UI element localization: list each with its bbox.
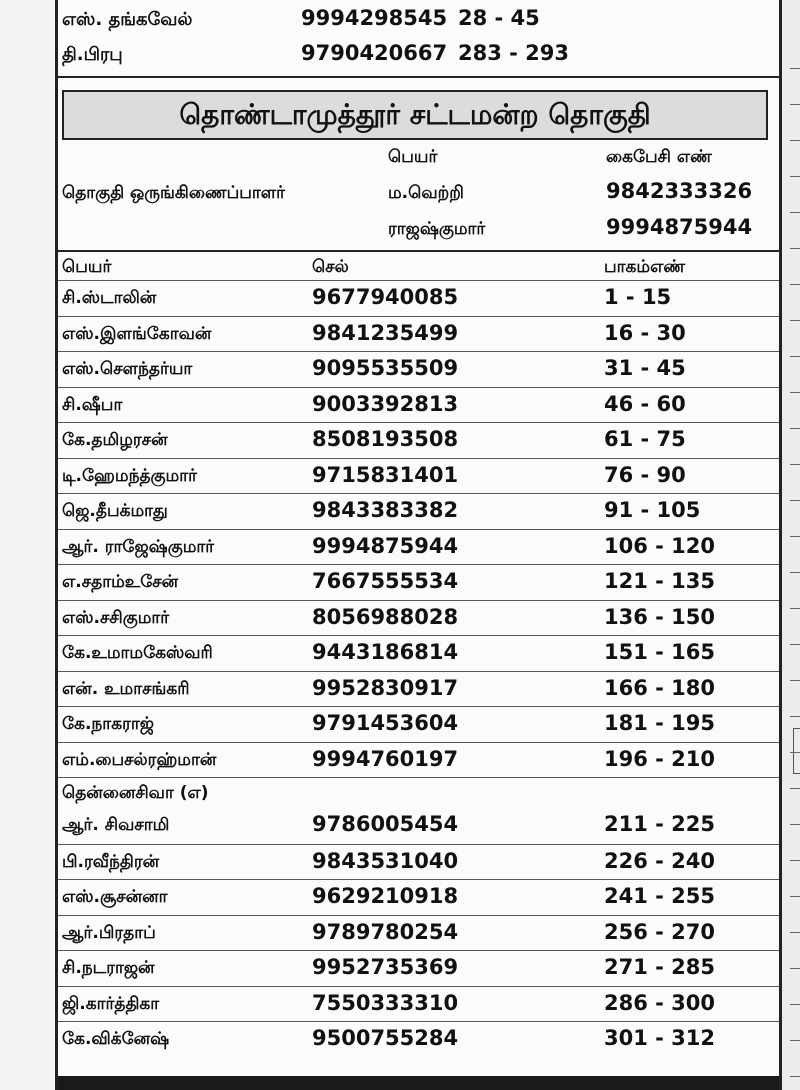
table-row — [58, 635, 779, 671]
row-name: எஸ்.சசிகுமார் — [62, 607, 170, 628]
row-phone: 9843531040 — [312, 848, 459, 873]
row-name: எஸ்.சூசன்னா — [62, 887, 168, 907]
margin-tick — [790, 176, 800, 177]
margin-tick — [790, 356, 800, 357]
table-row — [58, 808, 779, 844]
margin-tick — [790, 464, 800, 465]
table-row — [58, 280, 779, 316]
table-row — [58, 316, 779, 352]
row-phone: 9994298545 — [301, 6, 448, 30]
table-row — [58, 493, 779, 529]
row-range: 61 - 75 — [604, 427, 686, 451]
row-name: கே.தமிழரசன் — [62, 430, 168, 450]
margin-tick — [790, 284, 800, 285]
row-name: எம்.பைசல்ரஹ்மான் — [62, 749, 217, 770]
table-row — [58, 529, 779, 565]
margin-tick — [790, 1076, 800, 1077]
row-name: எஸ். தங்கவேல் — [62, 9, 193, 30]
row-phone: 9629210918 — [312, 884, 459, 908]
margin-tick — [790, 860, 800, 861]
margin-tick — [790, 824, 800, 825]
row-phone: 9994875944 — [312, 533, 459, 558]
table-header — [58, 250, 779, 282]
row-name: கே.நாகராஜ் — [62, 714, 154, 734]
table-row-sublabel — [58, 777, 779, 808]
row-range: 256 - 270 — [604, 919, 716, 944]
coordinator-phone: 9994875944 — [606, 215, 753, 239]
margin-tick — [790, 1040, 800, 1041]
row-range: 226 - 240 — [604, 848, 716, 873]
row-phone: 9791453604 — [312, 711, 459, 735]
row-range: 1 - 15 — [604, 285, 672, 309]
row-range: 46 - 60 — [604, 391, 686, 416]
table-row — [58, 950, 779, 986]
margin-tick — [790, 932, 800, 933]
header-name: பெயர் — [62, 257, 112, 277]
section-title: தொண்டாமுத்தூர் சட்டமன்ற தொகுதி — [62, 90, 768, 140]
row-range: 16 - 30 — [604, 320, 686, 345]
row-range: 91 - 105 — [604, 498, 701, 522]
row-name: தி.பிரபு — [62, 44, 123, 65]
row-phone: 9095535509 — [312, 356, 459, 380]
row-range: 211 - 225 — [604, 812, 716, 836]
previous-section-rows — [58, 0, 779, 78]
row-range: 28 - 45 — [458, 6, 540, 30]
row-name: எஸ்.இளங்கோவன் — [62, 323, 212, 344]
margin-tick — [790, 140, 800, 141]
margin-box — [793, 728, 800, 774]
margin-tick — [790, 608, 800, 609]
margin-tick — [790, 320, 800, 321]
row-phone: 7550333310 — [312, 990, 459, 1015]
coordinator-phone-header: கைபேசி எண் — [606, 147, 712, 167]
row-name: எஸ்.சௌந்தர்யா — [62, 359, 193, 379]
row-phone: 9841235499 — [312, 320, 459, 345]
row-range: 136 - 150 — [604, 604, 716, 629]
margin-tick — [790, 68, 800, 69]
margin-tick — [790, 1004, 800, 1005]
row-phone: 7667555534 — [312, 569, 459, 593]
row-phone: 8056988028 — [312, 604, 459, 629]
row-phone: 9715831401 — [312, 462, 459, 487]
row-phone: 9677940085 — [312, 285, 459, 309]
row-phone: 9952735369 — [312, 955, 459, 979]
row-range: 76 - 90 — [604, 462, 686, 487]
table-row — [58, 422, 779, 458]
row-phone: 9790420667 — [301, 41, 448, 65]
row-range: 286 - 300 — [604, 990, 716, 1015]
margin-tick — [790, 212, 800, 213]
row-range: 283 - 293 — [458, 41, 570, 65]
row-range: 151 - 165 — [604, 640, 716, 664]
margin-tick — [790, 896, 800, 897]
row-name: சி.ஷீபா — [62, 394, 123, 415]
table-row — [58, 844, 779, 880]
booth-table-rows — [58, 280, 779, 1057]
row-range: 31 - 45 — [604, 356, 686, 380]
margin-tick — [790, 644, 800, 645]
margin-tick — [790, 968, 800, 969]
row-name: சி.ஸ்டாலின் — [62, 288, 157, 308]
row-name: ஜி.கார்த்திகா — [62, 993, 160, 1014]
table-row — [58, 879, 779, 915]
table-row — [58, 706, 779, 742]
table-row — [58, 2, 779, 36]
row-range: 241 - 255 — [604, 884, 716, 908]
margin-tick — [790, 428, 800, 429]
coordinator-name: ம.வெற்றி — [388, 183, 464, 203]
row-name: ஆர். ராஜேஷ்குமார் — [62, 536, 215, 557]
table-row — [58, 742, 779, 778]
margin-tick — [790, 104, 800, 105]
table-row — [58, 600, 779, 636]
row-phone: 9952830917 — [312, 675, 459, 700]
row-name: டி.ஹேமந்த்குமார் — [62, 465, 198, 486]
margin-tick — [790, 572, 800, 573]
row-range: 301 - 312 — [604, 1026, 716, 1050]
row-name: எ.சதாம்உசேன் — [62, 572, 179, 592]
row-name: கே.விக்னேஷ் — [62, 1029, 170, 1049]
margin-tick — [790, 536, 800, 537]
row-phone: 8508193508 — [312, 427, 459, 451]
row-phone: 9443186814 — [312, 640, 459, 664]
coordinator-phone: 9842333326 — [606, 179, 753, 203]
margin-tick — [790, 248, 800, 249]
table-row — [58, 37, 779, 71]
table-row — [58, 986, 779, 1022]
coordinator-name-header: பெயர் — [388, 147, 438, 167]
right-margin — [782, 0, 800, 1090]
row-phone: 9500755284 — [312, 1026, 459, 1050]
coordinator-name: ராஜஷ்குமார் — [388, 219, 486, 239]
row-name: ஆர். சிவசாமி — [62, 815, 170, 835]
margin-tick — [790, 788, 800, 789]
row-range: 121 - 135 — [604, 569, 716, 593]
row-phone: 9789780254 — [312, 919, 459, 944]
row-range: 271 - 285 — [604, 955, 716, 979]
row-range: 166 - 180 — [604, 675, 716, 700]
row-phone: 9003392813 — [312, 391, 459, 416]
row-name: ஆர்.பிரதாப் — [62, 922, 156, 943]
margin-tick — [790, 500, 800, 501]
row-phone: 9843383382 — [312, 498, 459, 522]
table-row — [58, 1021, 779, 1057]
header-part-number: பாகம்எண் — [604, 257, 685, 277]
row-name: என். உமாசங்கரி — [62, 678, 190, 699]
coordinator-role: தொகுதி ஒருங்கிணைப்பாளர் — [62, 183, 285, 203]
row-name: தென்னைசிவா (எ) — [62, 783, 209, 803]
margin-tick — [790, 716, 800, 717]
row-phone: 9994760197 — [312, 746, 459, 771]
table-row — [58, 564, 779, 600]
table-row — [58, 915, 779, 951]
row-range: 106 - 120 — [604, 533, 716, 558]
row-range: 196 - 210 — [604, 746, 716, 771]
row-phone: 9786005454 — [312, 812, 459, 836]
next-section-bar — [58, 1076, 779, 1090]
row-name: கே.உமாமகேஸ்வரி — [62, 643, 213, 663]
margin-tick — [790, 752, 800, 753]
header-cell: செல் — [312, 257, 349, 277]
table-row — [58, 671, 779, 707]
row-range: 181 - 195 — [604, 711, 716, 735]
coordinator-block — [58, 145, 779, 250]
table-row — [58, 387, 779, 423]
table-row — [58, 351, 779, 387]
margin-tick — [790, 392, 800, 393]
table-row — [58, 458, 779, 494]
margin-tick — [790, 680, 800, 681]
row-name: பி.ரவீந்திரன் — [62, 851, 160, 872]
row-name: சி.நடராஜன் — [62, 958, 155, 978]
row-name: ஜெ.தீபக்மாது — [62, 501, 168, 521]
